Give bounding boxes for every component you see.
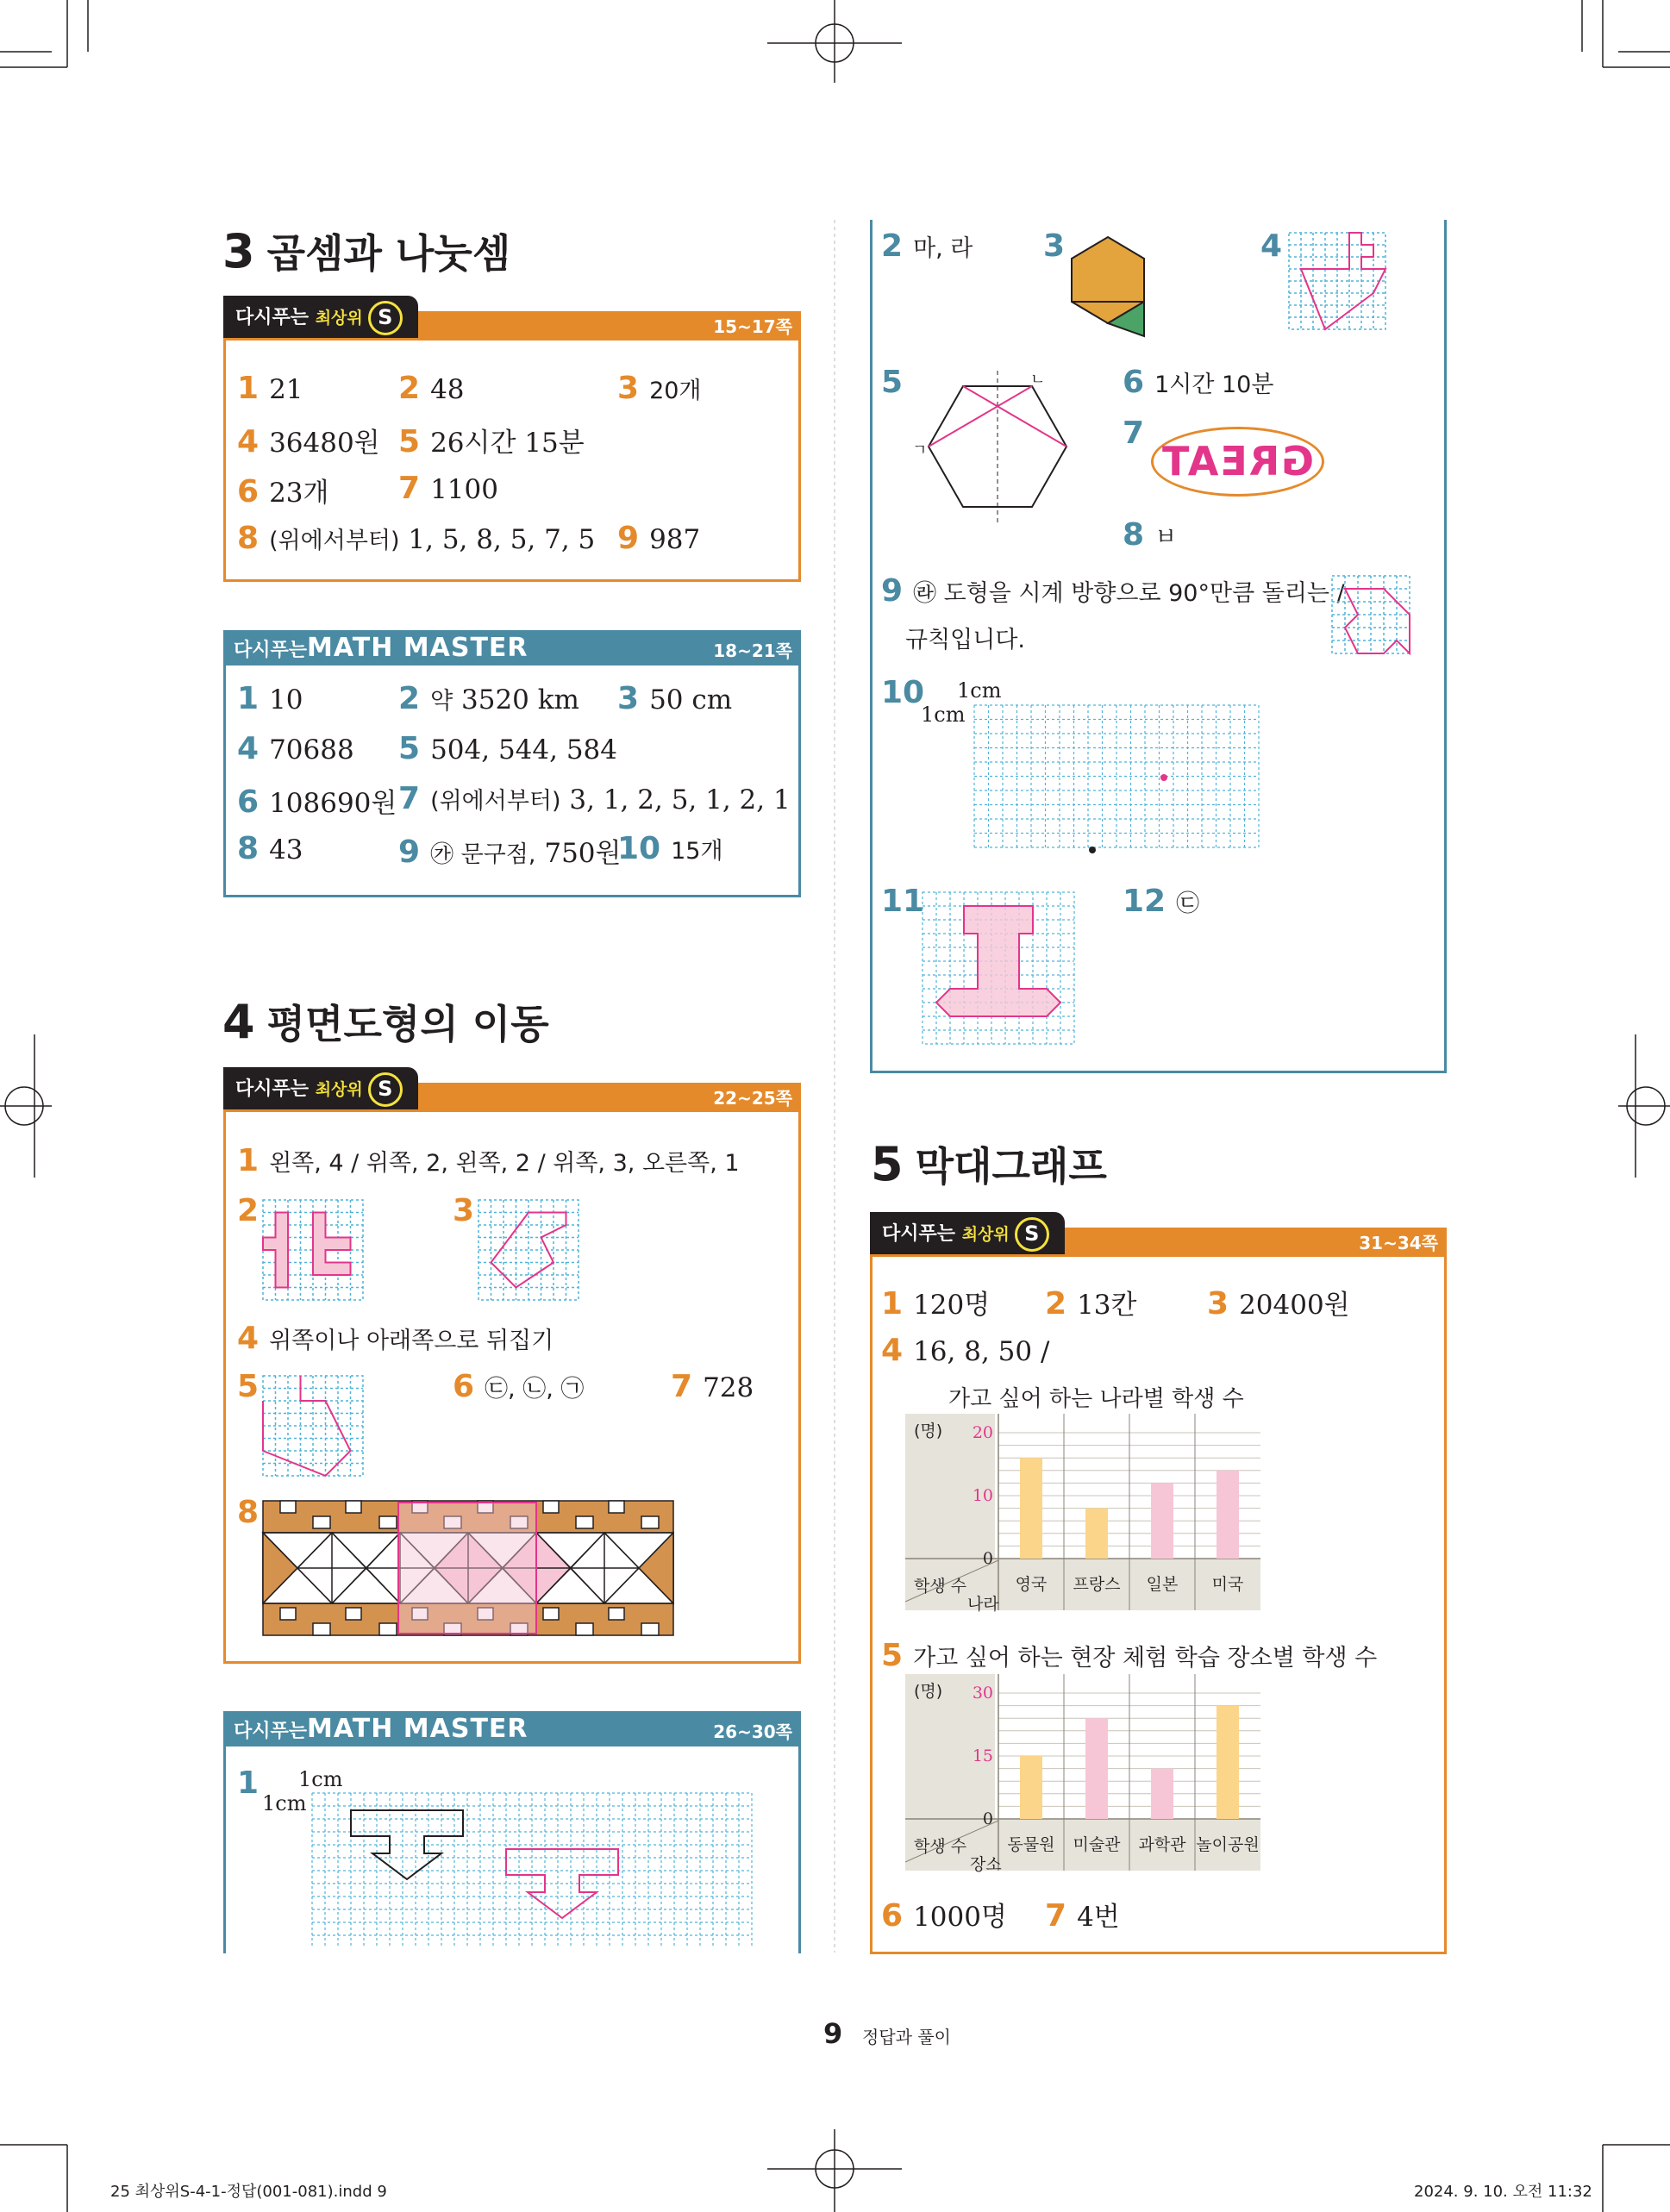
hexagon-figure-5 (927, 371, 1082, 526)
section-title-3 (222, 222, 510, 279)
answer: 1 10 (237, 681, 303, 716)
section-number: 3 (222, 224, 255, 278)
x-tick-label: 과학관 (1138, 1835, 1186, 1854)
unit-label: 1cm (262, 1791, 307, 1815)
answer: 9 ㉮ 문구점, 750원 (398, 834, 622, 870)
y-tick-label: 30 (972, 1684, 993, 1703)
grid-figure-10 (974, 705, 1259, 850)
page-range: 31~34쪽 (1359, 1233, 1438, 1253)
vertex-mark: ㄱ (912, 441, 928, 459)
x-tick-label: 영국 (1015, 1575, 1048, 1594)
answer: 1 21 (237, 371, 303, 406)
answer: 3 20개 (617, 371, 702, 406)
question-number: 5 (237, 1369, 260, 1404)
choisangwi-logo-icon: S (368, 1072, 403, 1107)
x-tick-label: 동물원 (1007, 1835, 1055, 1854)
page-range: 15~17쪽 (713, 316, 792, 337)
grid-figure-3 (478, 1200, 579, 1300)
x-tick-label: 미술관 (1073, 1835, 1121, 1854)
bar (1151, 1769, 1173, 1819)
y-tick-label: 0 (982, 1809, 993, 1828)
answer: 9 ㉱ 도형을 시계 방향으로 90°만큼 돌리는 / (881, 573, 1345, 609)
answer: 10 15개 (617, 831, 723, 866)
answer: 2 48 (398, 371, 465, 406)
answer: 8 (위에서부터) 1, 5, 8, 5, 7, 5 (237, 521, 596, 556)
answer: 6 1시간 10분 (1123, 365, 1274, 400)
answer: 12 ㉢ (1123, 884, 1200, 919)
question-number: 11 (881, 884, 925, 919)
answer: 7 1100 (398, 471, 498, 506)
answer: 5 가고 싶어 하는 현장 체험 학습 장소별 학생 수 (881, 1638, 1378, 1673)
unit-label: 1cm (921, 703, 966, 727)
x-axis-label: 장소 (970, 1855, 1002, 1874)
y-tick-label: 20 (972, 1423, 993, 1442)
grid-figure-mm1 (312, 1793, 752, 1946)
x-tick-label: 프랑스 (1073, 1575, 1121, 1594)
y-tick-label: 0 (982, 1549, 993, 1568)
bar (1085, 1509, 1108, 1559)
x-tick-label: 미국 (1211, 1575, 1244, 1594)
answer: 8 43 (237, 831, 303, 866)
answer: 4 16, 8, 50 / (881, 1333, 1050, 1368)
page-range: 22~25쪽 (713, 1088, 792, 1109)
grid-figure-9 (1332, 576, 1410, 653)
answer: 7 728 (671, 1369, 754, 1404)
question-number: 3 (1043, 228, 1066, 264)
y-tick-label: 10 (972, 1486, 993, 1505)
answer: 3 50 cm (617, 681, 733, 716)
grid-figure-5 (263, 1376, 363, 1476)
vertex-mark: ㄴ (1030, 371, 1046, 389)
grid-figure-11 (923, 892, 1074, 1044)
great-mirrored-text: GREAT (1160, 438, 1315, 484)
unit-label: (명) (914, 1682, 943, 1701)
box-header-4: 다시푸는MATH MASTER 26~30쪽 (223, 1711, 801, 1746)
x-axis-label: 나라 (967, 1595, 999, 1614)
bar (1020, 1756, 1042, 1819)
section-title-4: 4 평면도형의 이동 (222, 995, 549, 1049)
page-range: 18~21쪽 (713, 640, 792, 661)
question-number: 10 (881, 675, 925, 710)
x-tick-label: 일본 (1146, 1575, 1179, 1594)
answer-cont: 규칙입니다. (905, 627, 1025, 653)
answer: 2 마, 라 (881, 228, 973, 264)
answer: 5 504, 544, 584 (398, 731, 617, 766)
answer: 3 20400원 (1207, 1286, 1350, 1322)
section-title-5: 5 막대그래프 (871, 1137, 1107, 1191)
answer: 4 위쪽이나 아래쪽으로 뒤집기 (237, 1321, 554, 1356)
grid-figure-4 (1289, 233, 1385, 329)
bar (1085, 1718, 1108, 1819)
great-stamp (1151, 427, 1324, 497)
y-tick-label: 15 (972, 1746, 993, 1765)
choisangwi-logo-icon: S (1015, 1217, 1049, 1252)
tile-pattern-8 (263, 1501, 673, 1635)
x-tick-label: 놀이공원 (1196, 1835, 1260, 1854)
unit-label: 1cm (957, 678, 1002, 703)
unit-label: (명) (914, 1422, 943, 1440)
question-number: 4 (1260, 228, 1283, 264)
box-header-5: 다시푸는 최상위 S 31~34쪽 (870, 1222, 1447, 1257)
page-number: 9 (823, 2017, 843, 2050)
answer: 4 70688 (237, 731, 354, 766)
bar (1217, 1471, 1239, 1559)
answer: 6 1000명 (881, 1898, 1007, 1934)
answer: 8 ㅂ (1123, 517, 1178, 553)
answer: 7 4번 (1045, 1898, 1120, 1934)
bar (1217, 1706, 1239, 1819)
answer: 2 13칸 (1045, 1286, 1137, 1322)
answer: 7 (위에서부터) 3, 1, 2, 5, 1, 2, 1 (398, 781, 791, 816)
answer: 6 108690원 (237, 784, 397, 820)
question-number: 3 (453, 1193, 475, 1228)
print-date: 2024. 9. 10. 오전 11:32 (1414, 2183, 1592, 2201)
box-header-1: 다시푸는 최상위 S 15~17쪽 (223, 306, 801, 341)
answer: 2 약 3520 km (398, 681, 579, 716)
y-axis-label: 학생 수 (914, 1837, 967, 1856)
question-number: 1 (237, 1765, 260, 1801)
answer: 9 987 (617, 521, 701, 556)
page-label: 정답과 풀이 (862, 2027, 951, 2047)
answer: 6 23개 (237, 474, 329, 509)
box-header-2: 다시푸는MATH MASTER 18~21쪽 (223, 630, 801, 665)
bar (1020, 1458, 1042, 1559)
question-number: 2 (237, 1193, 260, 1228)
answer: 1 왼쪽, 4 / 위쪽, 2, 왼쪽, 2 / 위쪽, 3, 오른쪽, 1 (237, 1143, 740, 1178)
hexagon-figure-3 (1069, 237, 1147, 336)
choisangwi-logo-icon: S (368, 301, 403, 335)
question-number: 8 (237, 1495, 260, 1530)
answer: 6 ㉢, ㉡, ㉠ (453, 1369, 585, 1404)
question-number: 7 (1123, 416, 1145, 451)
answer: 4 36480원 (237, 424, 380, 459)
question-number: 5 (881, 365, 904, 400)
answer: 1 120명 (881, 1286, 991, 1322)
y-axis-label: 학생 수 (914, 1577, 967, 1596)
answer: 5 26시간 15분 (398, 424, 585, 459)
chart-title: 가고 싶어 하는 나라별 학생 수 (948, 1386, 1244, 1412)
grid-figure-2 (263, 1200, 363, 1300)
bar (1151, 1483, 1173, 1559)
box-header-3: 다시푸는 최상위 S 22~25쪽 (223, 1078, 801, 1112)
unit-label: 1cm (298, 1767, 343, 1791)
file-info: 25 최상위S-4-1-정답(001-081).indd 9 (110, 2183, 387, 2201)
page-range: 26~30쪽 (713, 1721, 792, 1742)
section-name: 곱셈과 나눗셈 (266, 230, 511, 277)
